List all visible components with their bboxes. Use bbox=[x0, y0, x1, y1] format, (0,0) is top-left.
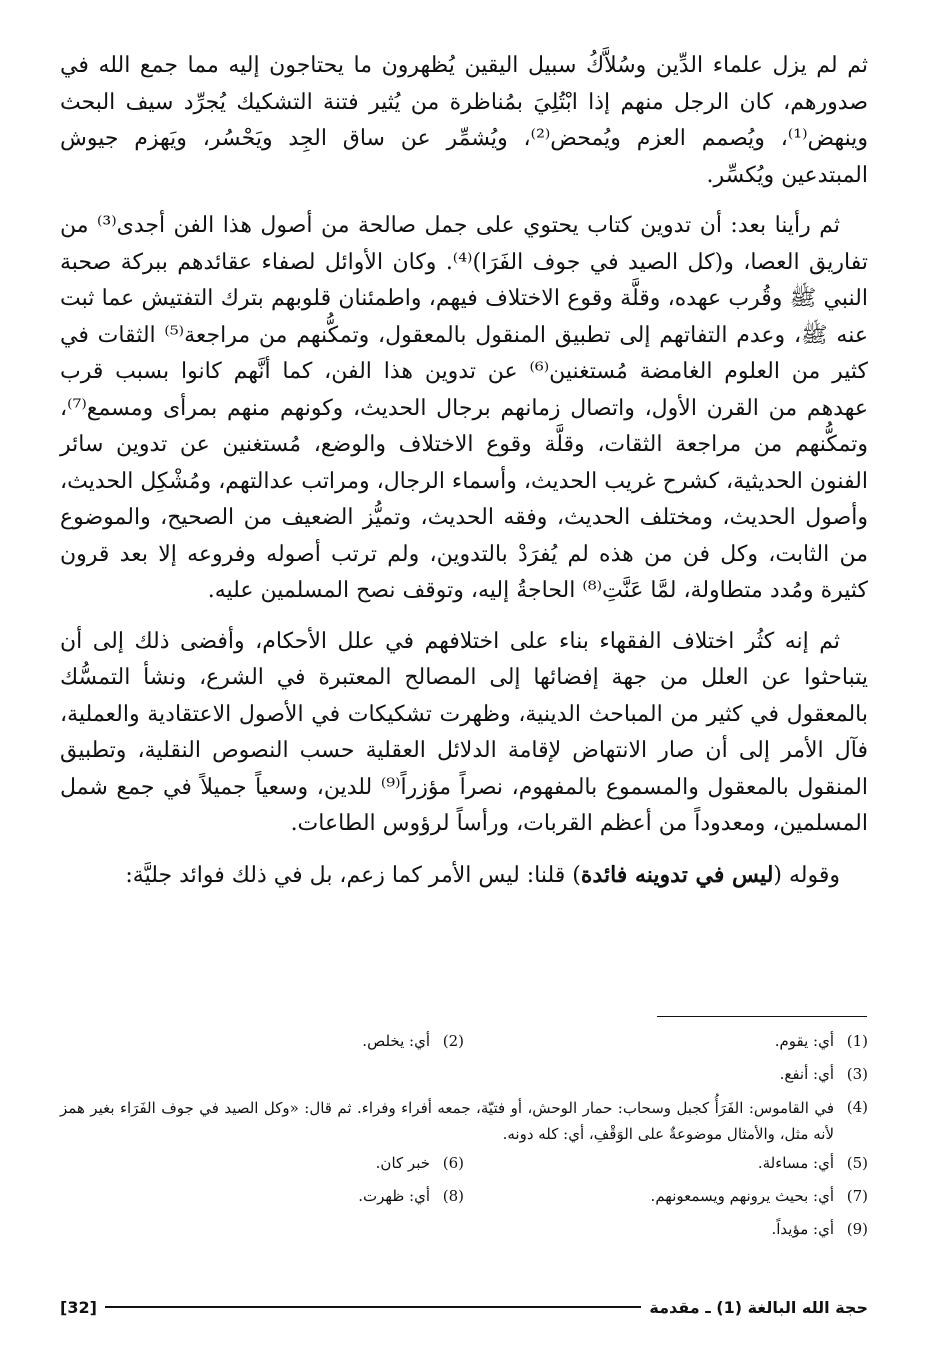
paragraph-1: ثم لم يزل علماء الدِّين وسُلاَّكُ سبيل اليقين يُظهرون ما يحتاجون إليه مما جمع الله في صدورهم، كان الرجل منهم إذا ابْتُلِيَ بمُناظرة من يُثير فتنة التشكيك يُجرِّد سيف البحث وينهض⁽¹⁾، ويُصمم العزم ويُمحض⁽²⁾، ويُشمِّر عن ساق الجِد ويَحْسُر، ويَهزم جيوش المبتدعين ويُكسِّر. bbox=[60, 53, 868, 188]
footnote-text: أي: أنفع. bbox=[779, 1065, 834, 1083]
page-number: [32] bbox=[60, 1297, 97, 1317]
footnote-row bbox=[60, 1180, 868, 1213]
footnote-number: (5) bbox=[846, 1154, 868, 1172]
footnote-number: (6) bbox=[442, 1154, 464, 1172]
footnote-number: (3) bbox=[846, 1065, 868, 1083]
footnote-number: (2) bbox=[442, 1032, 464, 1050]
footnote-row bbox=[60, 1147, 868, 1180]
footnote-1 bbox=[464, 1025, 868, 1058]
running-title: حجة الله البالغة (1) ـ مقدمة bbox=[649, 1297, 868, 1317]
footnote-number: (7) bbox=[846, 1187, 868, 1205]
footnote-number: (9) bbox=[846, 1220, 868, 1238]
footnote-number: (1) bbox=[846, 1032, 868, 1050]
paragraph-2: ثم رأينا بعد: أن تدوين كتاب يحتوي على جمل صالحة من أصول هذا الفن أجدى⁽³⁾ من تفاريق العصا، و(كل الصيد في جوف الفَرَا)⁽⁴⁾. وكان الأوائل لصفاء عقائدهم ببركة صحبة النبي ﷺ وقُرب عهده، وقلَّة وقوع الاختلاف فيهم، واطمئنان قلوبهم بترك التفتيش عما ثبت عنه ﷺ، وعدم التفاتهم إلى تطبيق المنقول بالمعقول، وتمكُّنهم من مراجعة⁽⁵⁾ الثقات في كثير من العلوم الغامضة مُستغنين⁽⁶⁾ عن تدوين هذا الفن، كما أنَّهم كانوا بسبب قرب عهدهم من القرن الأول، واتصال زمانهم برجال الحديث، وكونهم منهم بمرأى ومسمع⁽⁷⁾، وتمكُّنهم من مراجعة الثقات، وقلَّة وقوع الاختلاف والوضع، مُستغنين عن تدوين سائر الفنون الحديثية، كشرح غريب الحديث، وأسماء الرجال، ومراتب عدالتهم، ومُشْكِل الحديث، وأصول الحديث، ومختلف الحديث، وفقه الحديث، وتميُّز الضعيف من الصحيح، والموضوع من الثابت، وكل فن من هذه لم يُفرَدْ بالتدوين، ولم ترتب أصوله وفروعه إلا بعد قرون كثيرة ومُدد متطاولة، لمَّا عَنَّتِ⁽⁸⁾ الحاجةُ إليه، وتوقف نصح المسلمين عليه. bbox=[59, 213, 868, 603]
footnote-text: أي: ظهرت. bbox=[358, 1187, 430, 1205]
footnote-row bbox=[60, 1025, 868, 1058]
footnote-7 bbox=[464, 1180, 868, 1213]
footer-rule bbox=[105, 1306, 641, 1308]
paragraph-3: ثم إنه كثُر اختلاف الفقهاء بناء على اختلافهم في علل الأحكام، وأفضى ذلك إلى أن يتباحثوا عن العلل من جهة إفضائها إلى المصالح المعتبرة في الشرع، ونشأ التمسُّك بالمعقول في كثير من المباحث الدينية، وظهرت تشكيكات في الأصول الاعتقادية والعملية، فآل الأمر إلى أن صار الانتهاض لإقامة الدلائل العقلية حسب النصوص النقلية، وتطبيق المنقول بالمعقول والمسموع بالمفهوم، نصراً مؤزراً⁽⁹⁾ للدين، وسعياً جميلاً في جمع شمل المسلمين، ومعدوداً من أعظم القربات، ورأساً لرؤوس الطاعات. bbox=[60, 628, 868, 836]
quote-prefix: وقوله ( bbox=[773, 862, 840, 888]
footnote-text: أي: بحيث يرونهم ويسمعونهم. bbox=[650, 1187, 834, 1205]
footnote-6 bbox=[60, 1147, 464, 1180]
footnote-4 bbox=[60, 1091, 868, 1147]
footnote-2 bbox=[60, 1025, 464, 1058]
footnote-number: (8) bbox=[442, 1187, 464, 1205]
footnote-9 bbox=[448, 1213, 868, 1246]
quoted-phrase: ليس في تدوينه فائدة bbox=[580, 861, 774, 888]
paragraph-4 bbox=[60, 857, 868, 895]
footnote-8 bbox=[60, 1180, 464, 1213]
footnote-text: أي: يخلص. bbox=[362, 1032, 430, 1050]
main-text bbox=[60, 48, 868, 908]
footnote-5 bbox=[464, 1147, 868, 1180]
footnote-text: أي: مؤيداً. bbox=[771, 1220, 834, 1238]
footnotes bbox=[60, 1025, 868, 1246]
quote-suffix: ) قلنا: ليس الأمر كما زعم، بل في ذلك فوائد جليَّة: bbox=[125, 862, 581, 888]
footnote-text: في القاموس: الفَرَأُ كجبل وسحاب: حمار الوحش، أو فتيّة، جمعه أفراء وفراء. ثم قال: «وكل الصيد في جوف الفَرَاء بغير همز لأنه مثل، والأمثال موضوعةٌ على الوَقْفِ، أي: كله دونه. bbox=[60, 1099, 834, 1143]
footnote-text: أي: يقوم. bbox=[774, 1032, 834, 1050]
footnote-row bbox=[60, 1213, 868, 1246]
footnote-text: أي: مساءلة. bbox=[757, 1154, 834, 1172]
page-footer bbox=[60, 1294, 868, 1320]
footnote-text: خبر كان. bbox=[375, 1154, 430, 1172]
footnote-row bbox=[60, 1058, 868, 1091]
footnote-separator bbox=[657, 1016, 867, 1017]
footnote-3 bbox=[448, 1058, 868, 1091]
footnote-number: (4) bbox=[846, 1098, 868, 1116]
